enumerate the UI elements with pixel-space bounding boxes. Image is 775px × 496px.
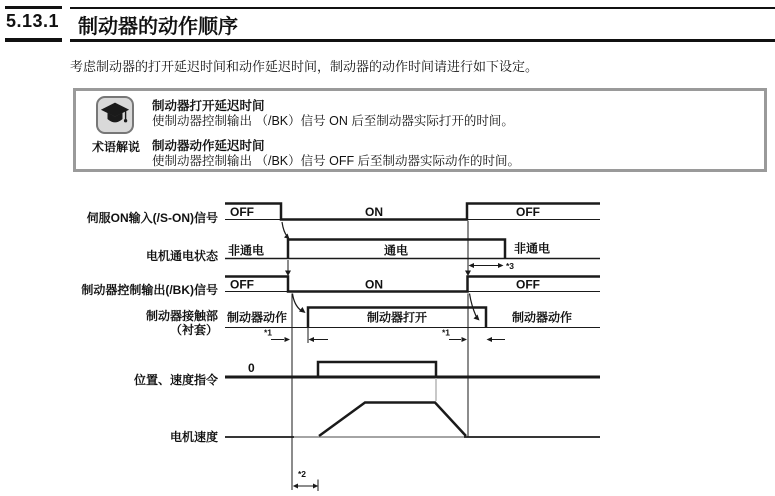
marker-1-right-label: *1	[442, 327, 451, 338]
row-label-motor-power: 电机通电状态	[145, 249, 218, 263]
marker-1-right-arrows	[449, 337, 505, 342]
rule-above-title	[70, 7, 775, 9]
servo-on-state-left: OFF	[230, 205, 254, 219]
marker-2-label: *2	[297, 469, 307, 479]
page-title: 制动器的动作顺序	[78, 16, 238, 38]
graduation-cap-glyph	[99, 100, 131, 130]
row-label-brake-contact-line2: （衬套）	[169, 323, 218, 337]
graduation-cap-icon	[96, 96, 134, 134]
servo-on-waveform	[225, 204, 600, 220]
note-body-open-delay: 使制动器控制输出 （/BK）信号 ON 后至制动器实际打开的时间。	[152, 114, 514, 128]
brake-contact-state-right: 制动器动作	[511, 310, 573, 325]
command-waveform	[225, 362, 600, 377]
marker-3-label: *3	[506, 261, 515, 271]
marker-1-left-label: *1	[264, 327, 273, 338]
marker-3-arrow	[469, 263, 504, 268]
arrow-down-left-to-bk	[285, 260, 291, 276]
motor-power-state-right: 非通电	[514, 241, 551, 256]
marker-1-left-arrows	[271, 337, 328, 342]
note-heading-apply-delay: 制动器动作延迟时间	[152, 139, 265, 153]
arrow-bk-to-brake-left	[293, 294, 306, 314]
arrow-down-right-to-bk	[465, 221, 471, 276]
servo-on-state-right: OFF	[516, 205, 540, 219]
brake-contact-state-left: 制动器动作	[226, 310, 288, 325]
note-icon-label: 术语解说	[91, 140, 140, 154]
arrow-son-to-power	[282, 222, 290, 239]
motor-power-state-left: 非通电	[228, 243, 265, 258]
command-zero-label: 0	[248, 361, 255, 375]
rule-below-section-number	[5, 38, 62, 42]
section-number: 5.13.1	[6, 11, 60, 31]
terminology-note-box	[73, 88, 767, 172]
brake-contact-state-mid: 制动器打开	[366, 310, 428, 325]
row-label-motor-speed: 电机速度	[169, 430, 218, 444]
note-heading-open-delay: 制动器打开延迟时间	[152, 99, 265, 113]
rule-below-title	[70, 39, 775, 42]
brake-output-state-right: OFF	[516, 277, 540, 292]
motor-speed-waveform	[225, 403, 600, 438]
brake-timing-diagram	[0, 195, 775, 496]
intro-text: 考虑制动器的打开延迟时间和动作延迟时间，制动器的动作时间请进行如下设定。	[70, 59, 539, 74]
servo-on-state-mid: ON	[365, 205, 383, 219]
brake-output-state-mid: ON	[365, 277, 383, 292]
brake-output-state-left: OFF	[230, 277, 254, 292]
row-label-servo-on: 伺服ON输入(/S-ON)信号	[86, 211, 218, 225]
brake-output-waveform	[225, 277, 600, 292]
marker-2-arrow	[293, 480, 318, 492]
motor-power-state-mid: 通电	[383, 243, 409, 258]
note-body-apply-delay: 使制动器控制输出 （/BK）信号 OFF 后至制动器实际动作的时间。	[152, 154, 521, 168]
row-label-brake-contact-line1: 制动器接触部	[145, 309, 218, 323]
rule-above-section-number	[5, 6, 62, 9]
row-label-command: 位置、速度指令	[133, 373, 218, 387]
row-label-brake-output: 制动器控制输出(/BK)信号	[81, 283, 218, 297]
